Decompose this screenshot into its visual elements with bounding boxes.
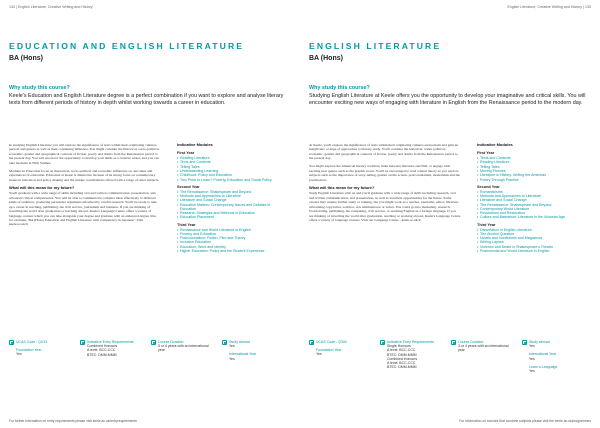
body-text bbox=[9, 143, 161, 230]
duration-icon bbox=[451, 340, 456, 345]
module-item: • Education Placement bbox=[177, 215, 287, 219]
duration-value: 3 or 4 years with an international year bbox=[458, 344, 509, 353]
module-item: • The Alcohol Question bbox=[477, 232, 587, 236]
international-year-value: Yes bbox=[229, 356, 235, 361]
international-year-label: International Year bbox=[229, 352, 257, 357]
entry-icon bbox=[380, 340, 385, 345]
indicative-modules bbox=[177, 143, 287, 253]
module-item: • Education Matters: Contemporary Issues and Debates in Education bbox=[177, 203, 287, 212]
year-heading: Third Year bbox=[177, 222, 196, 227]
year-heading: Second Year bbox=[477, 184, 500, 189]
why-study-text: Keele's Education and English Literature degree is a perfect combination if you want to explore and analyse literary texts from different periods of history in depth whilst working towards a career in education. bbox=[9, 93, 284, 106]
footer-note: For further information on entry requirements please visit keele.ac.uk/entryrequirements bbox=[9, 419, 137, 423]
year-heading: First Year bbox=[177, 151, 195, 156]
globe-icon bbox=[522, 340, 527, 345]
module-item: • Postcolonial and World Literature in English bbox=[477, 249, 587, 253]
module-item: • Texts and Contexts bbox=[477, 156, 587, 160]
year-heading: Second Year bbox=[177, 184, 200, 189]
learn-language-label: Learn a Language bbox=[529, 364, 558, 369]
why-study-section bbox=[309, 85, 589, 106]
module-item: • Culture and Barbarism: Literature in the Victorian Age bbox=[477, 215, 587, 219]
module-item: • Two Prom to Learn? Poverty, Education and Social Policy bbox=[177, 178, 287, 182]
module-item: • The Renaissance: Shakespeare and Beyond bbox=[177, 190, 287, 194]
foundation-value: Yes bbox=[316, 352, 322, 357]
entry-icon bbox=[80, 340, 85, 345]
module-item: • Poetry Through Practice bbox=[477, 178, 587, 182]
course-award: BA (Hons) bbox=[309, 55, 343, 62]
ucas-code: UCAS Code - QX33 bbox=[16, 340, 48, 344]
why-study-heading: Why study this course? bbox=[309, 85, 370, 91]
foundation-label: Foundation Year bbox=[316, 348, 342, 353]
module-list bbox=[177, 228, 287, 254]
entry-label: Indicative Entry Requirements bbox=[87, 340, 134, 344]
module-item: • Writing Lapses bbox=[477, 240, 587, 244]
module-item: • Moving Pictures bbox=[477, 169, 587, 173]
module-item: • Literature and Social Change bbox=[177, 198, 287, 202]
course-award: BA (Hons) bbox=[9, 55, 43, 62]
duration-label: Course Duration bbox=[158, 340, 184, 344]
module-list bbox=[177, 190, 287, 220]
module-item: • Childhood: Policy and Education bbox=[177, 173, 287, 177]
body-paragraph: You might explore the American literary tradition, links between literature and film, or engage with exciting new genres such as the graphic novel. You'll be encouraged to read critical theory as you explore subjects such as the importance of story-telling, gender on the screen, postcolonialism, modernism and the postmodern. bbox=[309, 164, 461, 182]
duration-icon bbox=[151, 340, 156, 345]
study-abroad-value: Yes bbox=[529, 344, 535, 349]
module-item: • Novels and Nonfictions and Magazines bbox=[477, 236, 587, 240]
future-text: Study English Literature with us and you'll graduate with a wide range of skills including research, oral and written communication, and presentation, as well as excellent opportunities for the future. Some careers may require further study or training, but you might work as a teacher, journalist, editor, librarian, advertising copywriter, solicitor, arts administrator or writer. You could go into marketing, research, broadcasting, publishing, the computing, civil service, or teaching English as a foreign language. If you are thinking of travelling the world after graduation, teaching or working abroad, Keele's Language Centre offers a variety of language courses. Visit our Language Centre - keele.ac.uk/lc bbox=[309, 191, 461, 222]
year-heading: Third Year bbox=[477, 222, 496, 227]
module-item: • Postcolonialism: Fiction, Film and Theory bbox=[177, 236, 287, 240]
international-year-value: Yes bbox=[529, 356, 535, 361]
module-list bbox=[477, 190, 587, 220]
year-heading: First Year bbox=[477, 151, 495, 156]
ucas-code: UCAS Code - Q300 bbox=[316, 340, 347, 344]
ucas-icon bbox=[9, 340, 14, 345]
running-head: 134 | English Literature, Creative Writing and History bbox=[9, 5, 93, 9]
module-list bbox=[477, 156, 587, 182]
future-heading: What will this mean for my future? bbox=[9, 184, 75, 190]
module-item: • Contemporary World Literature bbox=[477, 207, 587, 211]
body-text bbox=[309, 143, 461, 226]
modules-heading: Indicative Modules bbox=[177, 142, 213, 147]
study-abroad-value: Yes bbox=[229, 344, 235, 349]
indicative-modules bbox=[477, 143, 587, 253]
course-title: ENGLISH LITERATURE bbox=[309, 41, 442, 51]
learn-language-value: Yes bbox=[529, 369, 535, 374]
duration-value: 3 or 4 years with an international year bbox=[158, 344, 209, 353]
entry-label: Indicative Entry Requirements bbox=[387, 340, 434, 344]
international-year-label: International Year bbox=[529, 352, 557, 357]
module-item: • Education, Work and Identity bbox=[177, 245, 287, 249]
body-paragraph: In studying English Literature you will explore the significance of texts within their originating cultures, periods and genres as well as their continuing influence. You might consider the historical, socio-political, economic, gender and geographical contexts of fiction, poetry and drama from the Renaissance period to the present day. You will also have the opportunity to develop your skills as a creative writer, and you can take modules in Film Studies. bbox=[9, 143, 160, 165]
module-item: • Telling Tales bbox=[477, 165, 587, 169]
future-heading: What will this mean for my future? bbox=[309, 184, 375, 190]
module-item: • Understanding Learning bbox=[177, 169, 287, 173]
module-item: • Telling Tales bbox=[177, 165, 287, 169]
module-list bbox=[177, 156, 287, 182]
module-item: • Methods and Approaches to Literature bbox=[177, 194, 287, 198]
study-abroad-label: Study abroad bbox=[529, 340, 550, 344]
footer-note: For information on courses that combine subjects please visit the keele.ac.uk/programmes bbox=[459, 419, 591, 423]
entry-value: Single Honours A level: BCC-CCC BTEC: DMM-MMM Combined Honours A level: BCC-CCC BTEC: DMM-MMM bbox=[387, 344, 418, 370]
course-info-row bbox=[300, 340, 600, 386]
module-item: • The Renaissance: Shakespeare and Beyond bbox=[477, 203, 587, 207]
course-info-row bbox=[0, 340, 300, 386]
module-item: • Romanticisms bbox=[477, 190, 587, 194]
body-paragraph: At Keele, you'll explore the significance of texts within their originating cultures and periods and gain an insight into a range of approaches to literary study. You'll consider the historical, wider political, economic, gender and geographical contexts of fiction, poetry and drama from the Renaissance period to the present day. bbox=[309, 143, 459, 161]
duration-label: Course Duration bbox=[458, 340, 484, 344]
module-item: • Texts and Contexts bbox=[177, 160, 287, 164]
globe-icon bbox=[222, 340, 227, 345]
module-list bbox=[477, 228, 587, 254]
module-item: • Literature in History: Writing the Americas bbox=[477, 173, 587, 177]
modules-heading: Indicative Modules bbox=[477, 142, 513, 147]
why-study-heading: Why study this course? bbox=[9, 85, 70, 91]
future-text: You'll graduate with a wide range of skills including oral and written communication, presentation, and advanced critical competencies. You will be able to communicate complex ideas effectively to different kinds of audience, producing persuasive arguments informed by careful research. You'll be ready to take up a career in teaching, publishing, the civil service, journalism and business. If you are thinking of travelling the world after graduation or teaching abroad, Keele's Language Centre offers a variety of language courses which you can take alongside your degree and graduate with an enhanced degree title, for example, 'BA (Hons) Education and English Literature with competency in Japanese'. Visit keele.ac.uk/lc bbox=[9, 191, 157, 227]
module-item: • Reading Literature bbox=[477, 160, 587, 164]
foundation-label: Foundation Year bbox=[16, 348, 42, 353]
why-study-text: Studying English Literature at Keele offers you the opportunity to develop your imaginative and critical skills. You will encounter exciting new ways of engaging with literature in English from the Renaissance period to the modern day. bbox=[309, 93, 586, 106]
module-item: • Violence and Death in Shakespeare's Theatre bbox=[477, 245, 587, 249]
module-item: • Higher Education: Policy and the Student Experience bbox=[177, 249, 287, 253]
right-page bbox=[300, 0, 600, 428]
foundation-value: Yes bbox=[16, 352, 22, 357]
module-item: • Poverty and Education bbox=[177, 232, 287, 236]
body-paragraph: Modules in Education focus on theoretical, socio-political and economic influences on outcomes and experiences of education. Education at Keele is distinctive because of its strong focus on contemporary issues in education and policy making and the unique contributions offered with a range of other subjects. bbox=[9, 168, 160, 182]
entry-value: Combined Honours A level: BCC-CCC BTEC: DMM-MMM bbox=[87, 344, 118, 357]
module-item: • Methods and Approaches to Literature bbox=[477, 194, 587, 198]
module-item: • Reading Literature bbox=[177, 156, 287, 160]
module-item: • Revolutions and Restoration bbox=[477, 211, 587, 215]
ucas-icon bbox=[309, 340, 314, 345]
module-item: • Inclusive Education bbox=[177, 240, 287, 244]
module-item: • Renaissance and World Literature in English bbox=[177, 228, 287, 232]
why-study-section bbox=[9, 85, 289, 106]
course-title: EDUCATION AND ENGLISH LITERATURE bbox=[9, 41, 245, 51]
module-item: • Dissertation in English Literature bbox=[477, 228, 587, 232]
running-head: English Literature, Creative Writing and History | 135 bbox=[507, 5, 591, 9]
module-item: • Literature and Social Change bbox=[477, 198, 587, 202]
module-item: • Research Strategies and Methods in Education bbox=[177, 211, 287, 215]
study-abroad-label: Study abroad bbox=[229, 340, 250, 344]
